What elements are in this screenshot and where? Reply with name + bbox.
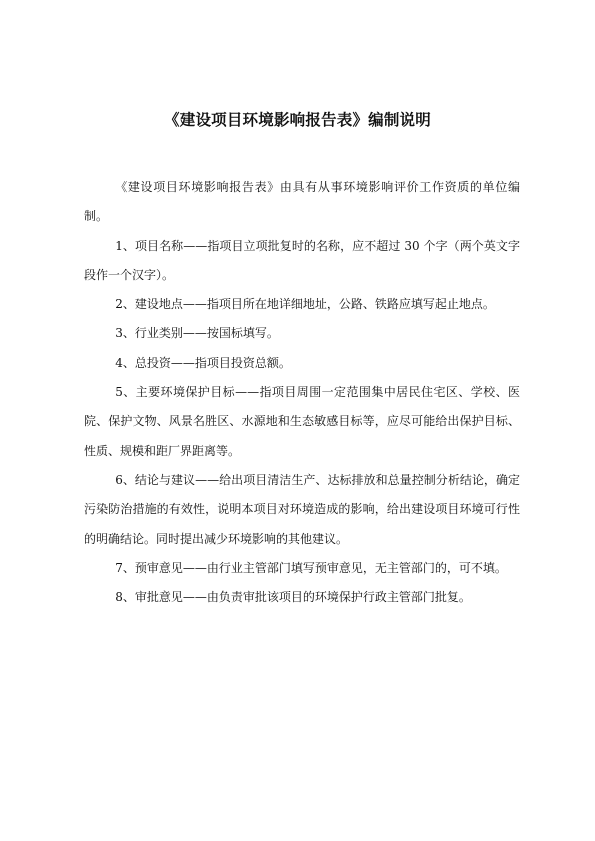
item-total-investment: 4、总投资——指项目投资总额。 xyxy=(115,355,291,370)
document-title: 《建设项目环境影响报告表》编制说明 xyxy=(164,111,431,129)
item-project-name: 1、项目名称——指项目立项批复时的名称，应不超过 30 个字（两个英文字段作一个汉字）。 xyxy=(84,238,520,282)
item-construction-site: 2、建设地点——指项目所在地详细地址，公路、铁路应填写起止地点。 xyxy=(115,297,495,312)
intro-paragraph: 《建设项目环境影响报告表》由具有从事环境影响评价工作资质的单位编制。 xyxy=(84,180,520,224)
instructions-body xyxy=(84,173,520,612)
item-approval-opinion: 8、审批意见——由负责审批该项目的环境保护行政主管部门批复。 xyxy=(115,590,471,605)
item-protection-targets: 5、主要环境保护目标——指项目周围一定范围集中居民住宅区、学校、医院、保护文物、风景名胜区、水源地和生态敏感目标等，应尽可能给出保护目标、性质、规模和距厂界距离等。 xyxy=(84,385,520,458)
item-conclusions: 6、结论与建议——给出项目清洁生产、达标排放和总量控制分析结论，确定污染防治措施的有效性，说明本项目对环境造成的影响，给出建设项目环境可行性的明确结论。同时提出减少环境影响的其他建议。 xyxy=(84,472,520,546)
item-industry-category: 3、行业类别——按国标填写。 xyxy=(115,326,279,341)
item-preliminary-review: 7、预审意见——由行业主管部门填写预审意见，无主管部门的，可不填。 xyxy=(115,560,507,575)
